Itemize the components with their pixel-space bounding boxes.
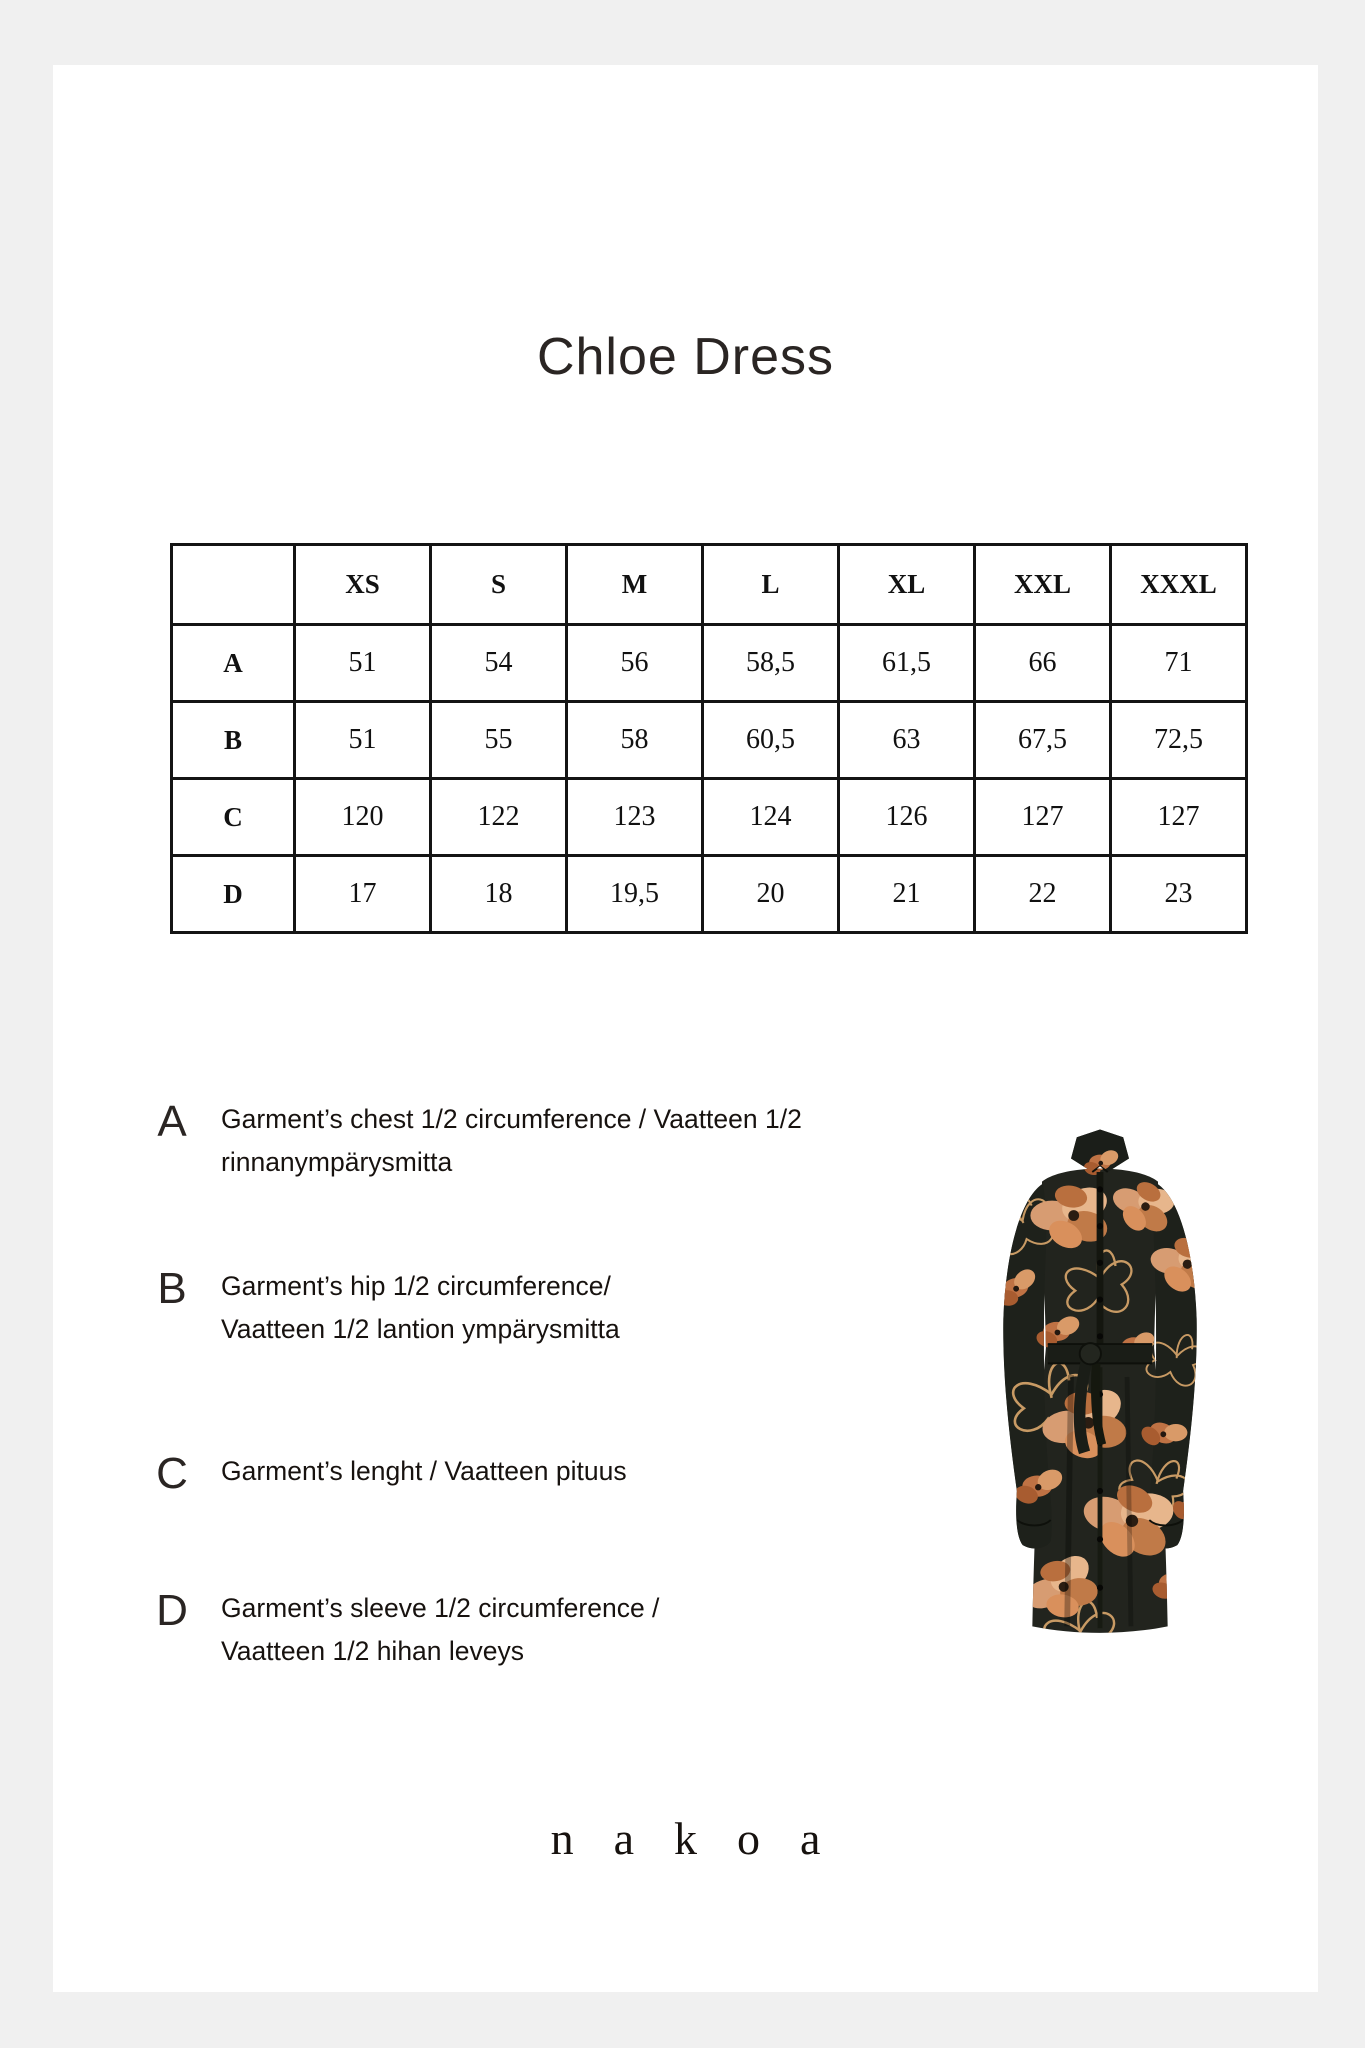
legend-letter-d: D — [156, 1586, 188, 1635]
size-table — [170, 543, 1248, 934]
size-cell: 71 — [1111, 625, 1247, 702]
legend-text-b — [221, 1265, 620, 1351]
legend-text-c — [221, 1450, 627, 1493]
size-cell: 51 — [295, 625, 431, 702]
legend-line: Garment’s hip 1/2 circumference/ — [221, 1271, 611, 1301]
size-cell: 120 — [295, 779, 431, 856]
size-cell: 54 — [431, 625, 567, 702]
dress-illustration — [955, 1095, 1245, 1655]
size-cell: 61,5 — [839, 625, 975, 702]
size-cell: 58,5 — [703, 625, 839, 702]
size-column-header: L — [703, 545, 839, 625]
measure-row-label: A — [172, 625, 295, 702]
size-column-header: XXL — [975, 545, 1111, 625]
size-column-header: XS — [295, 545, 431, 625]
legend-row-d — [141, 1587, 659, 1673]
measure-row-label: B — [172, 702, 295, 779]
legend-letter-a: A — [157, 1097, 187, 1146]
size-table-header-row — [172, 545, 1247, 625]
size-cell: 22 — [975, 856, 1111, 933]
size-cell: 55 — [431, 702, 567, 779]
legend-line: Vaatteen 1/2 lantion ympärysmitta — [221, 1314, 620, 1344]
size-cell: 122 — [431, 779, 567, 856]
size-cell: 21 — [839, 856, 975, 933]
size-cell: 56 — [567, 625, 703, 702]
legend-line: rinnanympärysmitta — [221, 1147, 453, 1177]
size-cell: 126 — [839, 779, 975, 856]
legend-text-d — [221, 1587, 659, 1673]
legend-line: Garment’s sleeve 1/2 circumference / — [221, 1593, 660, 1623]
size-column-header: S — [431, 545, 567, 625]
size-column-header: XXXL — [1111, 545, 1247, 625]
size-cell: 20 — [703, 856, 839, 933]
legend-row-b — [141, 1265, 620, 1351]
size-cell: 66 — [975, 625, 1111, 702]
size-column-header: M — [567, 545, 703, 625]
size-cell: 63 — [839, 702, 975, 779]
legend-text-a — [221, 1098, 802, 1184]
brand-logo-text: nakoa — [550, 1813, 861, 1864]
size-cell: 127 — [1111, 779, 1247, 856]
table-row-d — [172, 856, 1247, 933]
size-cell: 17 — [295, 856, 431, 933]
legend-line: Garment’s lenght / Vaatteen pituus — [221, 1456, 627, 1486]
size-column-header: XL — [839, 545, 975, 625]
product-image-dress — [955, 1095, 1245, 1655]
size-cell: 58 — [567, 702, 703, 779]
legend-row-c — [141, 1450, 627, 1498]
size-cell: 23 — [1111, 856, 1247, 933]
size-cell: 124 — [703, 779, 839, 856]
document-card — [53, 65, 1318, 1992]
size-cell: 72,5 — [1111, 702, 1247, 779]
legend-row-a — [141, 1098, 802, 1184]
size-table-corner-cell — [172, 545, 295, 625]
legend-line: Vaatteen 1/2 hihan leveys — [221, 1636, 525, 1666]
size-cell: 19,5 — [567, 856, 703, 933]
size-cell: 123 — [567, 779, 703, 856]
legend-letter-b: B — [157, 1264, 187, 1313]
size-cell: 127 — [975, 779, 1111, 856]
brand-logo — [53, 1812, 1318, 1865]
legend-line: Garment’s chest 1/2 circumference / Vaatteen 1/2 — [221, 1104, 802, 1134]
size-cell: 67,5 — [975, 702, 1111, 779]
page-title: Chloe Dress — [536, 328, 835, 386]
table-row-b — [172, 702, 1247, 779]
table-row-a — [172, 625, 1247, 702]
legend-letter-c: C — [156, 1449, 188, 1498]
size-cell: 51 — [295, 702, 431, 779]
measure-row-label: C — [172, 779, 295, 856]
size-cell: 18 — [431, 856, 567, 933]
table-row-c — [172, 779, 1247, 856]
measure-row-label: D — [172, 856, 295, 933]
size-cell: 60,5 — [703, 702, 839, 779]
